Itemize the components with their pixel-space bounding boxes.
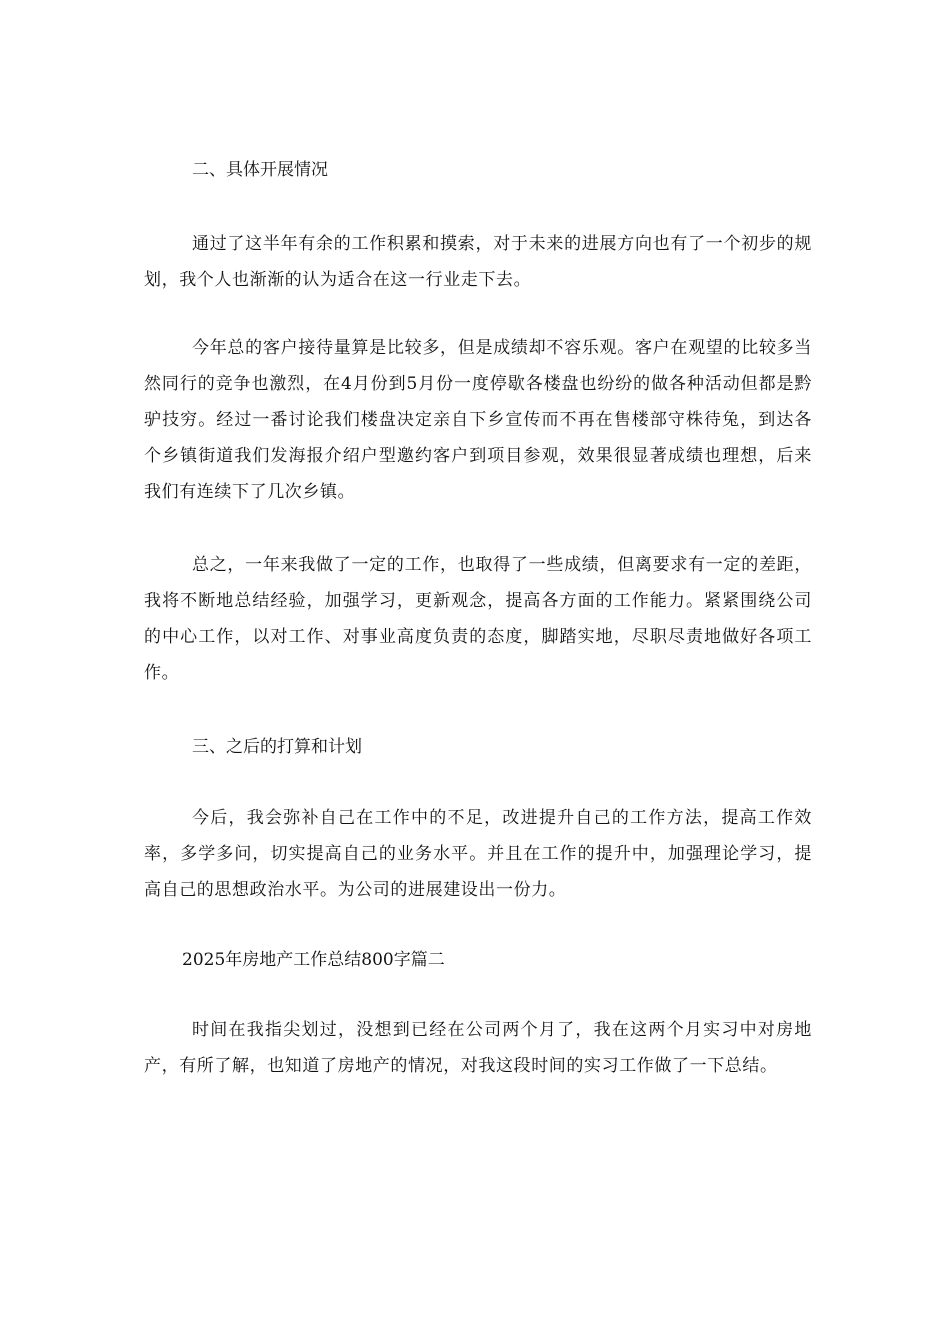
article-two-title: 2025年房地产工作总结800字篇二 <box>182 950 445 970</box>
section-two-heading: 二、具体开展情况 <box>192 160 328 180</box>
section-three-heading: 三、之后的打算和计划 <box>192 737 362 757</box>
paragraph-summary: 总之，一年来我做了一定的工作，也取得了一些成绩，但离要求有一定的差距，我将不断地总结经验，加强学习，更新观念，提高各方面的工作能力。紧紧围绕公司的中心工作，以对工作、对事业高度负责的态度，脚踏实地，尽职尽责地做好各项工作。 <box>144 555 812 683</box>
paragraph-internship: 时间在我指尖划过，没想到已经在公司两个月了，我在这两个月实习中对房地产，有所了解，也知道了房地产的情况，对我这段时间的实习工作做了一下总结。 <box>144 1020 812 1076</box>
paragraph-plan: 通过了这半年有余的工作积累和摸索，对于未来的进展方向也有了一个初步的规划，我个人也渐渐的认为适合在这一行业走下去。 <box>144 234 812 290</box>
paragraph-customers: 今年总的客户接待量算是比较多，但是成绩却不容乐观。客户在观望的比较多当然同行的竞争也激烈，在4月份到5月份一度停歇各楼盘也纷纷的做各种活动但都是黔驴技穷。经过一番讨论我们楼盘决定亲自下乡宣传而不再在售楼部守株待兔，到达各个乡镇街道我们发海报介绍户型邀约客户到项目参观，效果很显著成绩也理想，后来我们有连续下了几次乡镇。 <box>144 338 812 502</box>
paragraph-future: 今后，我会弥补自己在工作中的不足，改进提升自己的工作方法，提高工作效率，多学多问，切实提高自己的业务水平。并且在工作的提升中，加强理论学习，提高自己的思想政治水平。为公司的进展建设出一份力。 <box>144 808 812 900</box>
